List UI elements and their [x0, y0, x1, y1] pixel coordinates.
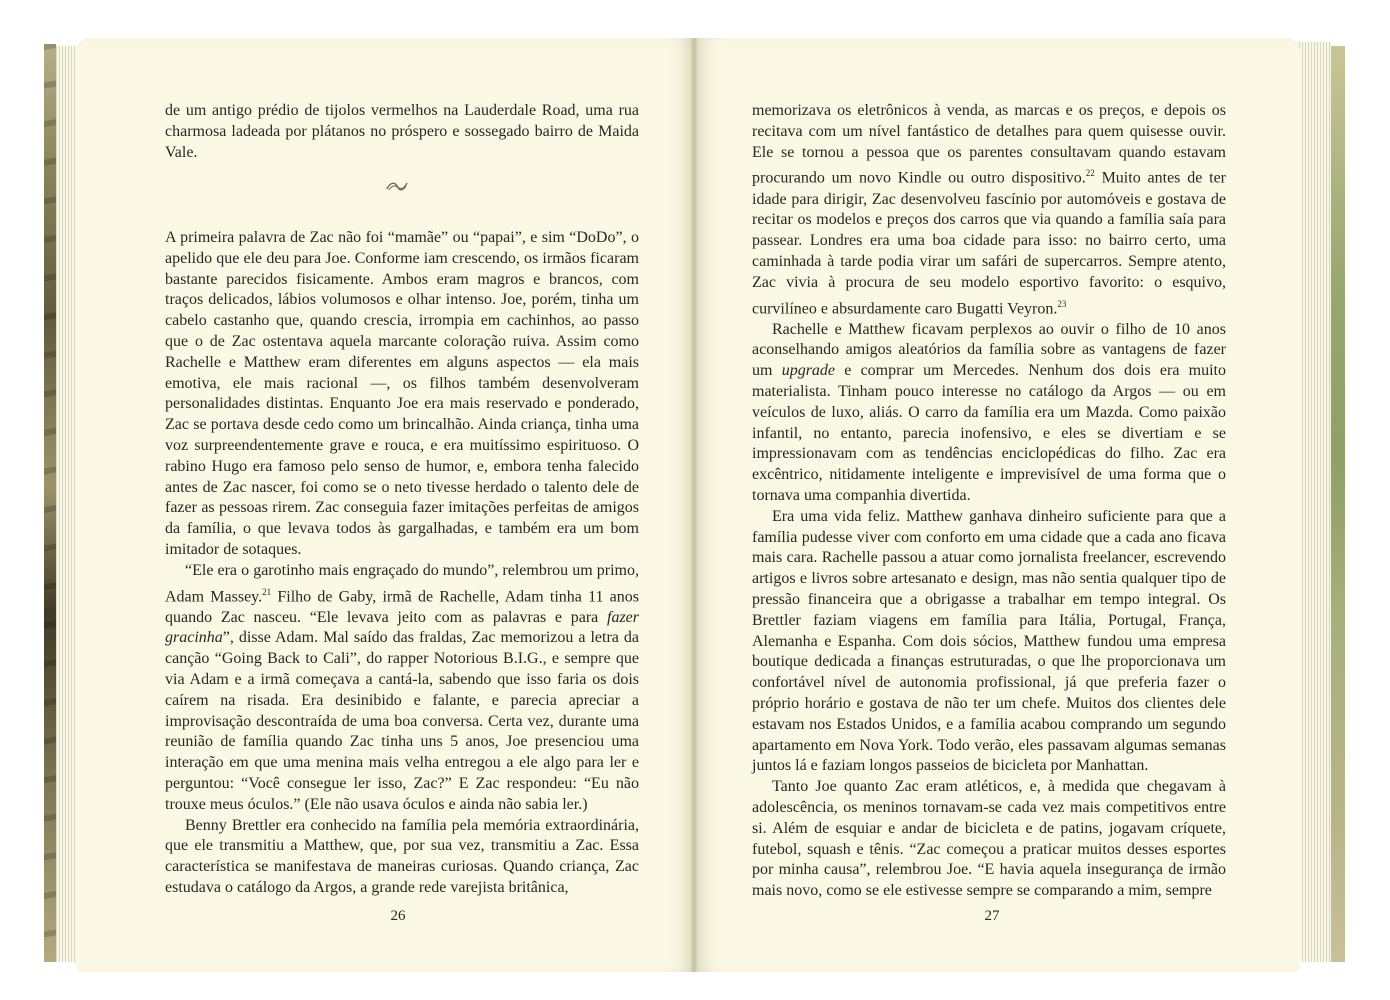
- footnote-ref-23: 23: [1057, 298, 1067, 309]
- left-body: [165, 228, 639, 899]
- left-paragraph-4: Benny Brettler era conhecido na família pela memória extraordinária, que ele transmitiu a Matthew, que, por sua vez, transmitiu a Zac. Essa característica se manifestava de maneiras curiosas. Quando criança, Zac estudava o catálogo da Argos, a grande rede varejista britânica,: [165, 816, 639, 897]
- book-cover-right-edge: [1331, 46, 1345, 962]
- left-paragraph-3: [165, 561, 639, 816]
- page-stack-right: [1297, 42, 1331, 962]
- right-paragraph-3: Era uma vida feliz. Matthew ganhava dinheiro suficiente para que a família pudesse viver com conforto em uma cidade que a cada ano ficava mais cara. Rachelle passou a atuar como jornalista freelancer, escrevendo artigos e livros sobre artesanato e design, mas não sentia qualquer tipo de pressão financeira que a obrigasse a trabalhar em tempo integral. Os Brettler faziam viagens em família para Itália, Portugal, França, Alemanha e Espanha. Com dois sócios, Matthew fundou uma empresa boutique dedicada a finanças estruturadas, o que lhe proporcionava um confortável nível de autonomia profissional, já que preferia fazer o próprio horário e gostava de não ter um chefe. Muitos dos clientes dele estavam nos Estados Unidos, e a família acabou comprando um segundo apartamento em Nova York. Todo verão, eles passavam algumas semanas juntos lá e faziam longos passeios de bicicleta por Manhattan.: [752, 507, 1226, 775]
- left-paragraph-1: de um antigo prédio de tijolos vermelhos na Lauderdale Road, uma rua charmosa ladeada por plátanos no próspero e sossegado bairro de Maida Vale.: [165, 102, 639, 161]
- page-stack-left: [56, 46, 78, 962]
- right-paragraph-1-part-a: memorizava os eletrônicos à venda, as marcas e os preços, e depois os recitava com um nível fantástico de detalhes para quem quisesse ouvir. Ele se tornou a pessoa que os parentes consultavam quando estavam procurando um novo Kindle ou outro dispositivo.: [752, 102, 1226, 187]
- right-body: [752, 101, 1226, 902]
- page-number-left: 26: [390, 908, 406, 924]
- book-gutter: [690, 38, 698, 972]
- left-paragraph-3-part-b: Filho de Gaby, irmã de Rachelle, Adam tinha 11 anos quando Zac nasceu. “Ele levava jeito com as palavras e para: [165, 587, 640, 626]
- book-cover-left-stripes: [44, 44, 56, 962]
- right-paragraph-4: Tanto Joe quanto Zac eram atléticos, e, à medida que chegavam à adolescência, os meninos tornavam-se cada vez mais competitivos entre si. Além de esquiar e andar de bicicleta e de patins, jogavam críquete, futebol, squash e tênis. “Zac começou a praticar muitos desses esportes por minha causa”, relembrou Joe. “E havia aquela insegurança de irmão mais novo, como se ele estivesse sempre se comparando a mim, sempre: [752, 778, 1226, 900]
- left-paragraph-3-part-a: “Ele era o garotinho mais engraçado do mundo”, relembrou um primo, Adam Massey.: [165, 561, 639, 605]
- footnote-ref-21: 21: [262, 586, 272, 597]
- right-paragraph-2-part-a: Rachelle e Matthew ficavam perplexos ao ouvir o filho de 10 anos aconselhando amigos aleatórios da família sobre as vantagens de fazer um: [752, 320, 1226, 380]
- page-number-right: 27: [984, 908, 1000, 924]
- right-paragraph-1: [752, 101, 1226, 320]
- footnote-ref-22: 22: [1085, 168, 1095, 179]
- right-paragraph-2-italic: upgrade: [781, 362, 836, 380]
- right-paragraph-2-part-b: e comprar um Mercedes. Nenhum dos dois era muito materialista. Tinham pouco interesse no catálogo da Argos — ou em veículos de luxo, aliás. O carro da família era um Mazda. Como paixão infantil, no entanto, parecia inofensivo, e eles se divertiam e se impressionavam com as tendências enciclopédicas do filho. Zac era excêntrico, nitidamente inteligente e imprevisível de uma forma que o tornava uma companhia divertida.: [752, 362, 1227, 504]
- right-paragraph-2: [752, 320, 1226, 507]
- scroll-ornament-icon: [385, 178, 409, 194]
- left-paragraph-3-italic: fazer gracinha: [165, 608, 639, 647]
- left-paragraph-3-part-c: ”, disse Adam. Mal saído das fraldas, Zac memorizou a letra da canção “Going Back to Cali”, do rapper Notorious B.I.G., e sempre que via Adam e a irmã começava a cantá-la, sabendo que isso faria os dois caírem na risada. Era desinibido e falante, e parecia apreciar a improvisação descontraída de uma boa conversa. Certa vez, durante uma reunião de família quando Zac tinha uns 5 anos, Joe presenciou uma interação em que uma menina mais velha entregou a ele algo para ler e perguntou: “Você consegue ler isso, Zac?” E Zac respondeu: “Eu não trouxe meus óculos.” (Ele não usava óculos e ainda não sabia ler.): [165, 629, 639, 813]
- left-paragraph-2: A primeira palavra de Zac não foi “mamãe” ou “papai”, e sim “DoDo”, o apelido que ele deu para Joe. Conforme iam crescendo, os irmãos ficaram bastante parecidos fisicamente. Ambos eram magros e brancos, com traços delicados, lábios volumosos e olhar intenso. Joe, porém, tinha um cabelo castanho que, quando crescia, irrompia em cachinhos, ao passo que o de Zac ostentava aquela marcante coloração ruiva. Assim como Rachelle e Matthew eram diferentes em alguns aspectos — ela mais emotiva, ele mais racional —, os filhos também desenvolveram personalidades distintas. Enquanto Joe era mais reservado e ponderado, Zac se portava desde cedo como um brincalhão. Ainda criança, tinha uma voz surpreendentemente grave e rouca, e era muitíssimo espirituoso. O rabino Hugo era famoso pelo senso de humor, e, embora tenha falecido antes de Zac nascer, foi como se o neto tivesse herdado o talento dele de fazer as pessoas rirem. Zac conseguia fazer imitações perfeitas de amigos da família, o que levava todos às gargalhadas, e também era um bom imitador de sotaques.: [165, 229, 639, 558]
- right-paragraph-1-part-b: Muito antes de ter idade para dirigir, Zac desenvolveu fascínio por automóveis e gostava de recitar os modelos e preços dos carros que via quando a família saía para passear. Londres era uma boa cidade para isso: no bairro certo, uma caminhada à tarde podia virar um safári de supercarros. Sempre atento, Zac vivia à procura de seu modelo esportivo favorito: o esquivo, curvilíneo e absurdamente caro Bugatti Veyron.: [752, 169, 1227, 317]
- left-paragraph-continuation: [165, 101, 639, 163]
